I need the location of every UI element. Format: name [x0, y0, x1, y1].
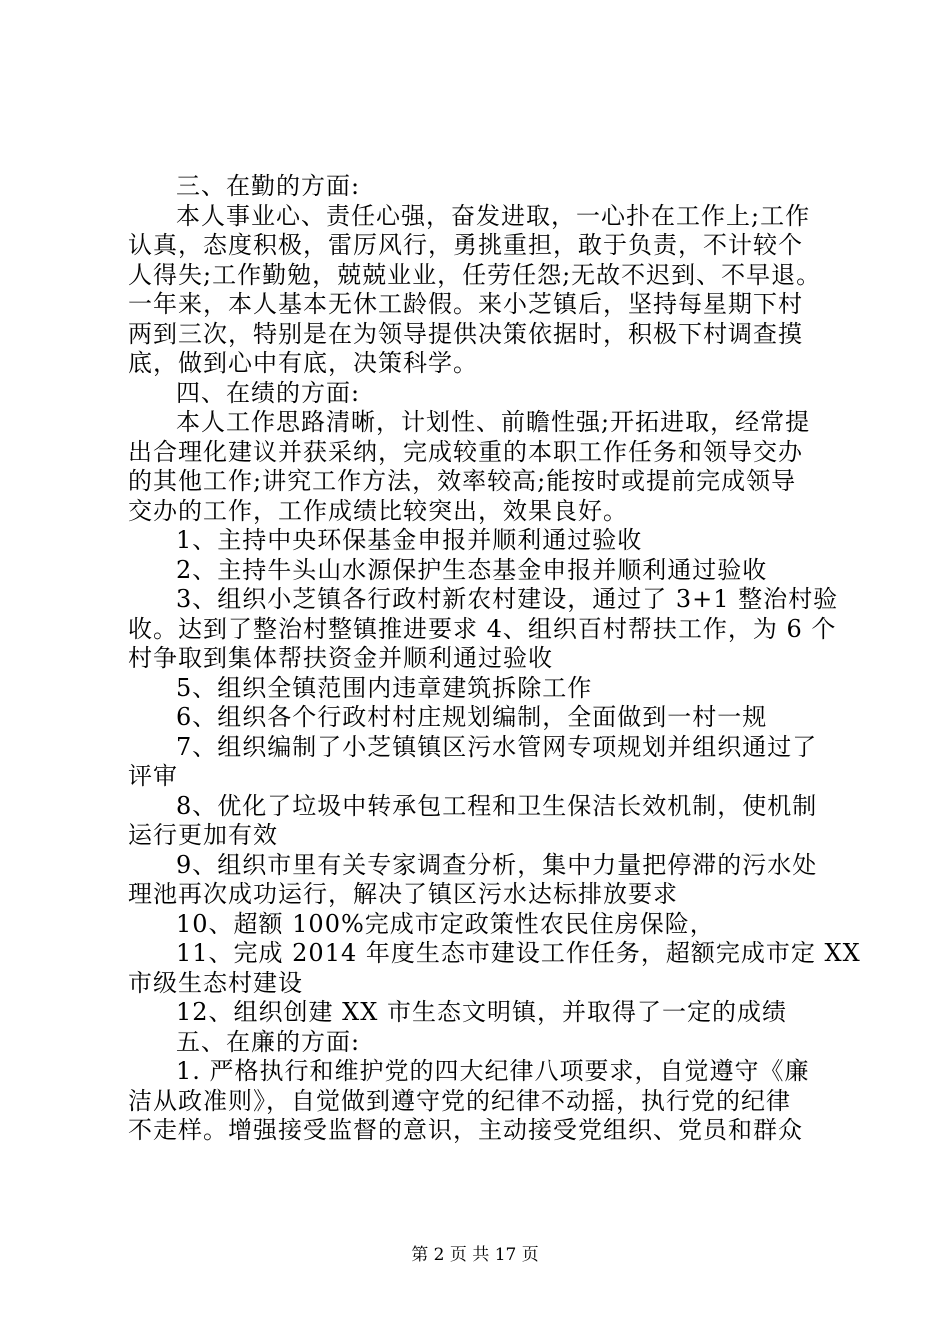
document-line: 村争取到集体帮扶资金并顺利通过验收	[128, 644, 553, 672]
document-line: 本人事业心、责任心强，奋发进取，一心扑在工作上;工作	[176, 201, 811, 230]
document-line: 6、组织各个行政村村庄规划编制，全面做到一村一规	[176, 703, 768, 731]
document-line: 7、组织编制了小芝镇镇区污水管网专项规划并组织通过了	[176, 732, 818, 761]
document-line: 理池再次成功运行，解决了镇区污水达标排放要求	[128, 880, 678, 908]
document-line: 不走样。增强接受监督的意识，主动接受党组织、党员和群众	[128, 1116, 803, 1144]
document-line: 四、在绩的方面:	[176, 378, 361, 407]
document-line: 9、组织市里有关专家调查分析，集中力量把停滞的污水处	[176, 850, 818, 879]
document-line: 3、组织小芝镇各行政村新农村建设，通过了 3+1 整治村验	[176, 585, 839, 613]
document-line: 人得失;工作勤勉，兢兢业业，任劳任怨;无故不迟到、不早退。	[128, 260, 822, 289]
document-line: 1. 严格执行和维护党的四大纪律八项要求，自觉遵守《廉	[176, 1057, 810, 1085]
document-line: 市级生态村建设	[128, 968, 303, 997]
document-line: 12、组织创建 XX 市生态文明镇，并取得了一定的成绩	[176, 998, 787, 1026]
document-line: 三、在勤的方面:	[176, 172, 361, 200]
document-line: 运行更加有效	[128, 821, 278, 849]
document-line: 认真，态度积极，雷厉风行，勇挑重担，敢于负责，不计较个	[128, 231, 803, 259]
document-line: 收。达到了整治村整镇推进要求 4、组织百村帮扶工作，为 6 个	[128, 614, 837, 643]
document-line: 五、在廉的方面:	[176, 1027, 361, 1056]
document-line: 5、组织全镇范围内违章建筑拆除工作	[176, 673, 593, 702]
document-line: 底，做到心中有底，决策科学。	[128, 349, 478, 377]
document-line: 11、完成 2014 年度生态市建设工作任务，超额完成市定 XX	[176, 939, 861, 967]
page-footer: 第 2 页 共 17 页	[411, 1245, 539, 1265]
document-line: 评审	[128, 762, 178, 790]
document-line: 8、优化了垃圾中转承包工程和卫生保洁长效机制，使机制	[176, 791, 818, 820]
document-line: 1、主持中央环保基金申报并顺利通过验收	[176, 526, 643, 554]
document-line: 交办的工作，工作成绩比较突出，效果良好。	[128, 496, 628, 525]
document-body	[128, 172, 861, 1146]
document-line: 的其他工作;讲究工作方法，效率较高;能按时或提前完成领导	[128, 467, 797, 495]
document-line: 洁从政准则》，自觉做到遵守党的纪律不动摇，执行党的纪律	[128, 1086, 791, 1115]
document-line: 两到三次，特别是在为领导提供决策依据时，积极下村调查摸	[128, 319, 803, 348]
document-line: 2、主持牛头山水源保护生态基金申报并顺利通过验收	[176, 555, 768, 584]
document-line: 10、超额 100%完成市定政策性农民住房保险，	[176, 909, 715, 938]
document-line: 一年来，本人基本无休工龄假。来小芝镇后，坚持每星期下村	[128, 290, 803, 318]
document-line: 本人工作思路清晰，计划性、前瞻性强;开拓进取，经常提	[176, 408, 811, 436]
document-line: 出合理化建议并获采纳，完成较重的本职工作任务和领导交办	[128, 437, 803, 466]
